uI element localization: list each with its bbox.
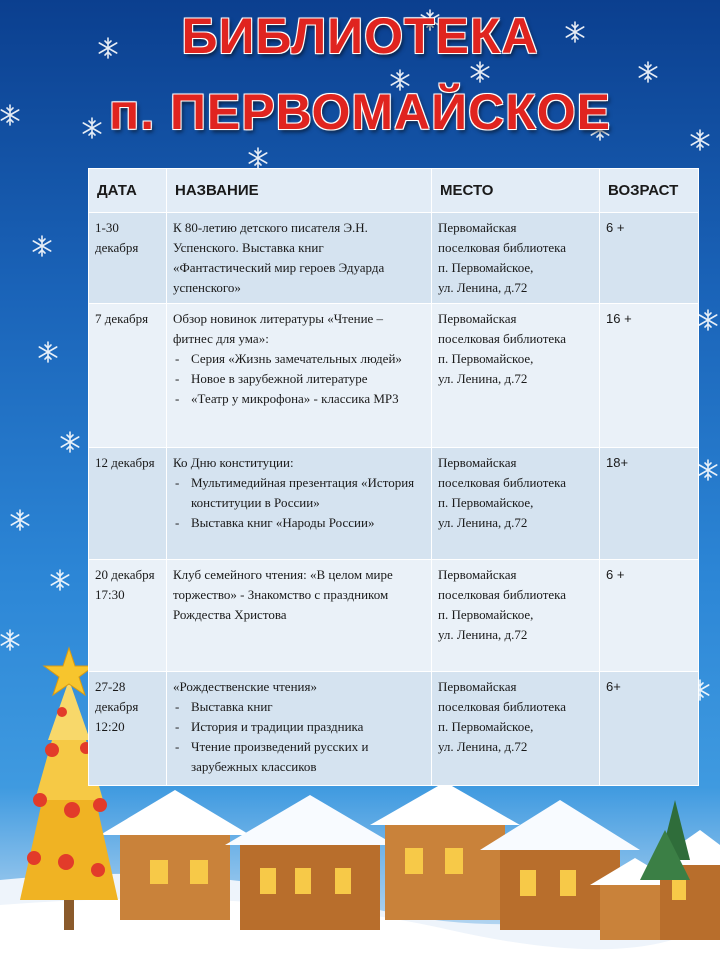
place-line: ул. Ленина, д.72 (438, 371, 528, 386)
place-line: п. Первомайское, (438, 495, 534, 510)
event-items (173, 473, 425, 533)
schedule-table (88, 168, 699, 786)
list-item: - Выставка книг «Народы России» (173, 513, 425, 533)
title-line-2: п. ПЕРВОМАЙСКОЕ (109, 84, 611, 140)
place-line: п. Первомайское, (438, 260, 534, 275)
place-line: Первомайская (438, 455, 517, 470)
place-line: поселковая библиотека (438, 587, 567, 602)
event-lead: Обзор новинок литературы «Чтение – фитнес для ума»: (173, 311, 384, 346)
event-name (167, 304, 432, 448)
event-lead: К 80-летию детского писателя Э.Н. Успенского. Выставка книг «Фантастический мир героев Эдуарда успенского» (173, 220, 385, 295)
header-place: МЕСТО (432, 169, 600, 213)
table-row (89, 448, 699, 560)
place-line: ул. Ленина, д.72 (438, 627, 528, 642)
place-line: ул. Ленина, д.72 (438, 515, 528, 530)
header-age: ВОЗРАСТ (600, 169, 699, 213)
place-line: п. Первомайское, (438, 719, 534, 734)
header-date: ДАТА (89, 169, 167, 213)
event-date: 1-30 декабря (89, 213, 167, 304)
place-line: п. Первомайское, (438, 351, 534, 366)
event-age: 6 + (600, 213, 699, 304)
header-row (89, 169, 699, 213)
list-item: - Мультимедийная презентация «История конституции в России» (173, 473, 425, 513)
event-name (167, 560, 432, 672)
place-line: ул. Ленина, д.72 (438, 280, 528, 295)
table-row (89, 560, 699, 672)
event-age: 6 + (600, 560, 699, 672)
event-place (432, 560, 600, 672)
place-line: Первомайская (438, 679, 517, 694)
list-item: - Выставка книг (173, 697, 425, 717)
event-age: 16 + (600, 304, 699, 448)
title-line-1: БИБЛИОТЕКА (181, 8, 539, 64)
event-lead: Клуб семейного чтения: «В целом мире торжество» - Знакомство с праздником Рождества Христова (173, 567, 393, 622)
event-date: 12 декабря (89, 448, 167, 560)
table-row (89, 304, 699, 448)
event-name (167, 213, 432, 304)
table-row (89, 213, 699, 304)
header-name: НАЗВАНИЕ (167, 169, 432, 213)
place-line: п. Первомайское, (438, 607, 534, 622)
event-items (173, 349, 425, 409)
event-age: 18+ (600, 448, 699, 560)
list-item: - «Театр у микрофона» - классика МР3 (173, 389, 425, 409)
place-line: поселковая библиотека (438, 475, 567, 490)
event-age: 6+ (600, 672, 699, 786)
list-item: - Чтение произведений русских и зарубежных классиков (173, 737, 425, 777)
place-line: Первомайская (438, 220, 517, 235)
event-lead: «Рождественские чтения» (173, 679, 317, 694)
table-row (89, 672, 699, 786)
place-line: поселковая библиотека (438, 331, 567, 346)
event-lead: Ко Дню конституции: (173, 455, 294, 470)
event-date: 27-28 декабря 12:20 (89, 672, 167, 786)
place-line: ул. Ленина, д.72 (438, 739, 528, 754)
event-place (432, 304, 600, 448)
list-item: - История и традиции праздника (173, 717, 425, 737)
place-line: поселковая библиотека (438, 699, 567, 714)
event-date: 7 декабря (89, 304, 167, 448)
list-item: - Серия «Жизнь замечательных людей» (173, 349, 425, 369)
event-date: 20 декабря 17:30 (89, 560, 167, 672)
list-item: - Новое в зарубежной литературе (173, 369, 425, 389)
houses (100, 782, 720, 940)
event-name (167, 672, 432, 786)
event-items (173, 697, 425, 777)
place-line: поселковая библиотека (438, 240, 567, 255)
place-line: Первомайская (438, 567, 517, 582)
event-place (432, 448, 600, 560)
place-line: Первомайская (438, 311, 517, 326)
event-place (432, 213, 600, 304)
event-name (167, 448, 432, 560)
event-place (432, 672, 600, 786)
